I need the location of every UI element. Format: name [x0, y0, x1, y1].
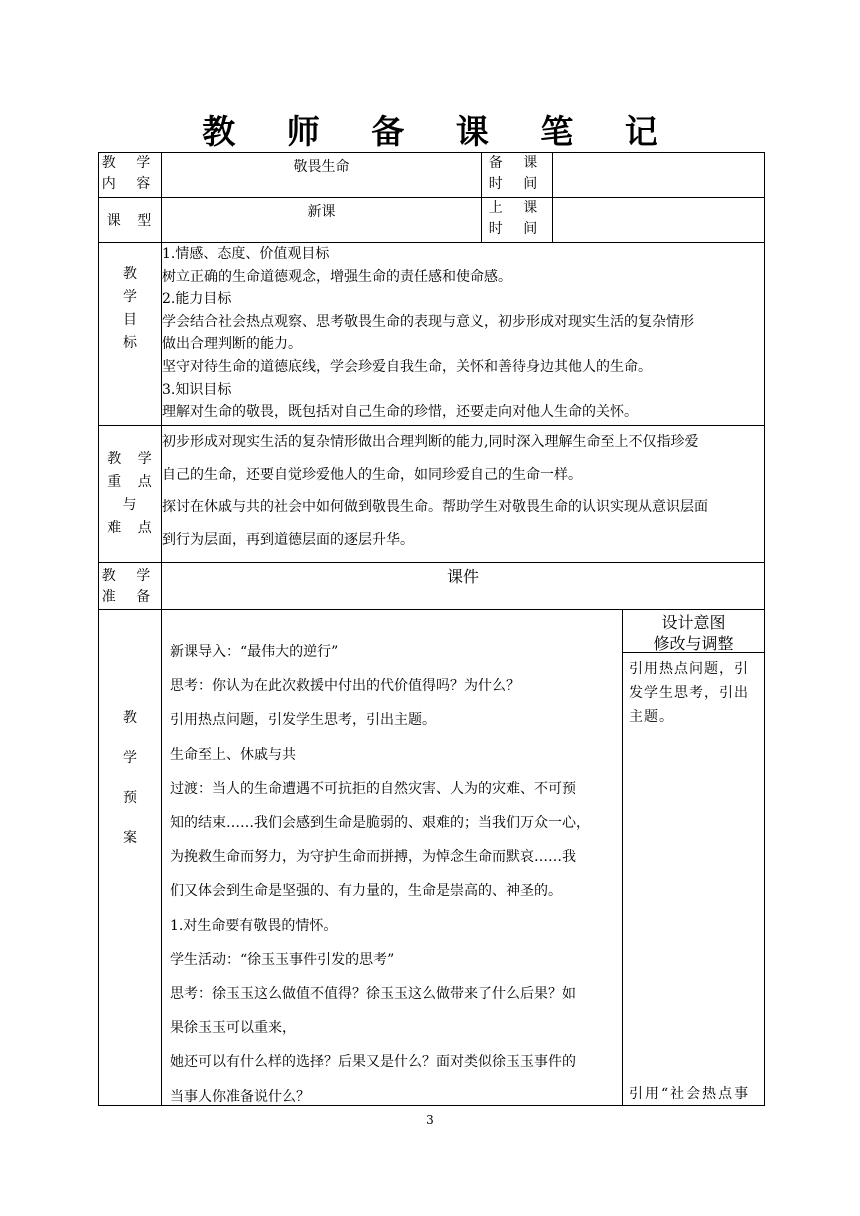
label-prep-time-line2: 时 间 [488, 176, 546, 192]
revise-label: 修改与调整 [653, 634, 734, 653]
row-content [99, 153, 765, 198]
keypoint-line: 到行为层面，再到道德层面的逐层升华。 [162, 531, 414, 548]
goal-line: 2.能力目标 [162, 291, 232, 308]
value-content: 敬畏生命 [162, 153, 482, 198]
plan-line: 1.对生命要有敬畏的情怀。 [170, 917, 338, 934]
value-class-time [553, 198, 765, 243]
label-preparation-line2: 准 备 [101, 589, 159, 605]
design-intent-column [622, 610, 764, 1105]
value-lesson-type: 新课 [162, 198, 482, 243]
plan-line: 们又体会到生命是坚强的、有力量的，生命是崇高的、神圣的。 [170, 883, 562, 900]
goal-line: 学会结合社会热点观察、思考敬畏生命的表现与意义，初步形成对现实生活的复杂情形 [162, 313, 694, 330]
label-goals-char: 学 [123, 289, 137, 305]
plan-line: 学生活动：“徐玉玉事件引发的思考” [170, 951, 395, 968]
row-goals [99, 243, 765, 426]
label-goals-char: 教 [123, 266, 137, 282]
goal-line: 做出合理判断的能力。 [162, 336, 302, 353]
side-note-line: 主题。 [629, 709, 674, 725]
plan-line: 引用热点问题，引发学生思考，引出主题。 [170, 712, 436, 729]
label-plan-char: 案 [123, 830, 137, 846]
plan-line: 新课导入：“最伟大的逆行” [170, 644, 339, 660]
keypoint-line: 探讨在休戚与共的社会中如何做到敬畏生命。帮助学生对敬畏生命的认识实现从意识层面 [162, 499, 708, 515]
label-keypoints-line: 教 学 [107, 451, 158, 467]
plan-text [162, 610, 623, 1114]
label-class-time [482, 198, 553, 243]
label-goals [99, 243, 162, 426]
label-plan [99, 610, 162, 1106]
page-title: 教 师 备 课 笔 记 [202, 112, 678, 151]
goal-line: 树立正确的生命道德观念，增强生命的责任感和使命感。 [162, 268, 512, 285]
label-goals-char: 目 [123, 312, 137, 328]
plan-line: 生命至上、休戚与共 [170, 746, 296, 763]
row-lesson-type [99, 198, 765, 243]
label-plan-char: 学 [123, 750, 137, 766]
label-prep-time-line1: 备 课 [488, 155, 546, 171]
plan-line: 当事人你准备说什么？ [170, 1088, 310, 1105]
plan-line: 思考：徐玉玉这么做值不值得？徐玉玉这么做带来了什么后果？如 [170, 986, 576, 1003]
label-class-time-line2: 时 间 [488, 221, 546, 237]
goals-text [162, 243, 765, 426]
plan-line: 为挽救生命而努力，为守护生命而拼搏，为悼念生命而默哀……我 [170, 849, 576, 866]
label-keypoints [99, 426, 162, 563]
goal-line: 坚守对待生命的道德底线，学会珍爱自我生命，关怀和善待身边其他人的生命。 [162, 358, 652, 375]
keypoint-line: 自己的生命，还要自觉珍爱他人的生命，如同珍爱自己的生命一样。 [162, 466, 582, 483]
lesson-plan-table [98, 152, 765, 1106]
goal-line: 理解对生命的敬畏，既包括对自己生命的珍惜，还要走向对他人生命的关怀。 [162, 404, 638, 421]
label-plan-char: 预 [123, 790, 137, 806]
plan-line: 果徐玉玉可以重来， [170, 1020, 296, 1037]
label-preparation-line1: 教 学 [101, 568, 159, 584]
label-content-line1: 教 学 [101, 155, 159, 171]
design-intent-bottom-note: 引用“社会热点事 [629, 1086, 751, 1102]
label-keypoints-line: 重 点 [107, 474, 158, 490]
goal-line: 1.情感、态度、价值观目标 [162, 246, 330, 262]
label-content-line2: 内 容 [101, 176, 159, 192]
label-plan-char: 教 [123, 710, 137, 726]
side-note-line: 引用热点问题，引 [629, 661, 749, 677]
value-prep-time [553, 153, 765, 198]
plan-cell [162, 610, 765, 1106]
page-number: 3 [426, 1113, 434, 1127]
side-note-line: 发学生思考，引出 [629, 685, 749, 701]
label-goals-char: 标 [123, 335, 137, 351]
design-intent-header [623, 610, 764, 653]
keypoint-line: 初步形成对现实生活的复杂情形做出合理判断的能力,同时深入理解生命至上不仅指珍爱 [162, 434, 699, 450]
label-content [99, 153, 162, 198]
plan-line: 过渡：当人的生命遭遇不可抗拒的自然灾害、人为的灾难、不可预 [170, 780, 576, 797]
label-keypoints-line: 难 点 [107, 520, 158, 536]
plan-line: 思考：你认为在此次救援中付出的代价值得吗？为什么？ [170, 678, 520, 695]
plan-line: 她还可以有什么样的选择？后果又是什么？面对类似徐玉玉事件的 [170, 1054, 576, 1071]
keypoints-text [162, 426, 765, 563]
goal-line: 3.知识目标 [162, 381, 232, 398]
label-preparation [99, 563, 162, 610]
row-keypoints [99, 426, 765, 563]
value-preparation: 课件 [162, 563, 765, 610]
design-intent-note [623, 653, 764, 729]
label-lesson-type: 课 型 [99, 198, 162, 243]
row-plan [99, 610, 765, 1106]
row-preparation [99, 563, 765, 610]
design-intent-label: 设计意图 [661, 613, 726, 632]
plan-area [162, 610, 764, 1105]
label-class-time-line1: 上 课 [488, 200, 546, 216]
label-keypoints-line: 与 [122, 497, 143, 513]
plan-line: 知的结束……我们会感到生命是脆弱的、艰难的；当我们万众一心， [170, 815, 590, 832]
label-prep-time [482, 153, 553, 198]
